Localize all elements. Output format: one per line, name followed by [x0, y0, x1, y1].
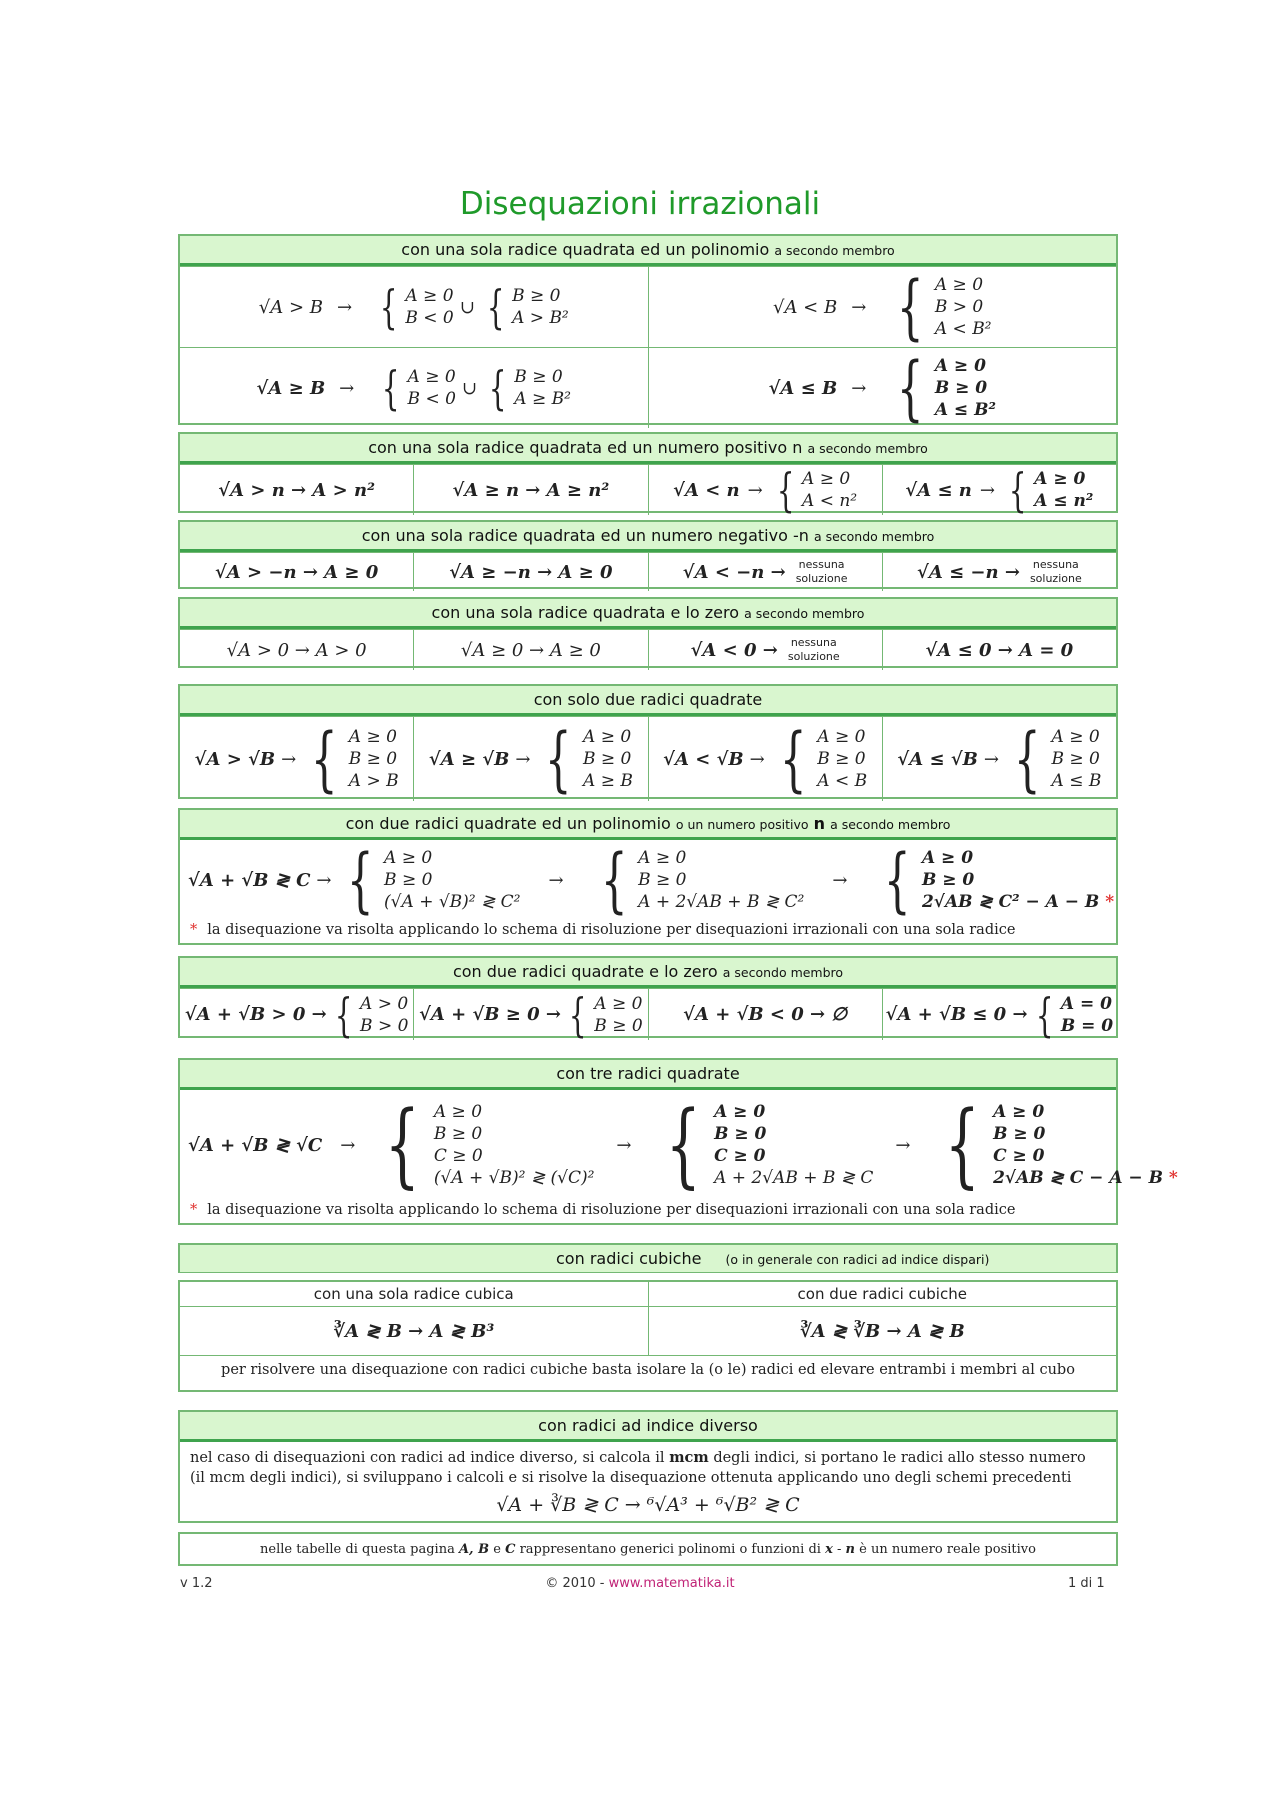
- footer-copyright: © 2010 - www.matematika.it: [545, 1576, 735, 1591]
- formula-cell: √A ≤ 0 → A = 0: [882, 630, 1116, 670]
- formula-cell: √A ≥ √B → { A ≥ 0 B ≥ 0 A ≥ B: [413, 717, 647, 801]
- footer-page-number: 1 di 1: [1068, 1576, 1105, 1591]
- formula-cell: √A > 0 → A > 0: [226, 639, 367, 661]
- page-title: Disequazioni irrazionali: [459, 186, 821, 222]
- section-header: con una sola radice quadrata ed un numero positivo n a secondo membro: [180, 434, 1116, 464]
- formula-cell: √A < −n → nessuna soluzione: [648, 553, 882, 591]
- section-header: con radici cubiche (o in generale con radici ad indice dispari): [180, 1245, 1116, 1272]
- note: per risolvere una disequazione con radici cubiche basta isolare la (o le) radici ed elevare entrambi i membri al cubo: [180, 1355, 1116, 1382]
- formula-cell: √A > −n → A ≥ 0: [214, 561, 379, 583]
- formula-cell: √A ≤ −n → nessuna soluzione: [882, 553, 1116, 591]
- section-header: con tre radici quadrate: [180, 1060, 1116, 1090]
- formula-cell: √A ≤ n → { A ≥ 0 A ≤ n²: [882, 465, 1116, 515]
- section-numero-positivo: [178, 432, 1118, 513]
- paragraph: nel caso di disequazioni con radici ad indice diverso, si calcola il mcm degli indici, si portano le radici allo stesso numero (il mcm degli indici), si sviluppano i calcoli e si risolve la disequazione ottenuta applicando uno degli schemi precedenti: [190, 1449, 1086, 1486]
- formula-cell: √A ≥ B → { A ≥ 0 B < 0 ∪ { B ≥ 0 A ≥ B²: [256, 361, 571, 415]
- section-tre-radici: con tre radici quadrate √A + √B ≷ √C → { A ≥ 0 B ≥ 0 C ≥ 0 (√A + √B)² ≷ (√C)² → { A ≥ 0 B ≥ 0 C ≥ 0 A + 2√AB + B ≷ C → { A ≥ 0 B ≥ 0 C ≥ 0 2√AB ≷ C − A − B * * la disequazione va risolta applicando lo schema di risoluzione per disequazioni irrazionali con una sola radice: [178, 1058, 1118, 1225]
- footer-version: v 1.2: [180, 1576, 213, 1591]
- formula-cell: √A < n → { A ≥ 0 A < n²: [648, 465, 882, 515]
- note: * la disequazione va risolta applicando lo schema di risoluzione per disequazioni irrazionali con una sola radice: [190, 1202, 1016, 1218]
- section-due-radici-zero: [178, 956, 1118, 1038]
- formula-cell: √A + √B > 0 → { A > 0 B > 0: [184, 989, 409, 1040]
- note: * la disequazione va risolta applicando lo schema di risoluzione per disequazioni irrazionali con una sola radice: [190, 922, 1016, 938]
- section-header: con una sola radice quadrata ed un numero negativo -n a secondo membro: [180, 522, 1116, 552]
- formula-cell: ∛A ≷ B → A ≷ B³: [333, 1320, 495, 1342]
- section-header: con una sola radice quadrata e lo zero a secondo membro: [180, 599, 1116, 629]
- section-header: con una sola radice quadrata ed un polinomio a secondo membro: [180, 236, 1116, 266]
- formula-cell: √A + √B < 0 → ∅: [648, 989, 882, 1040]
- formula-cell: √A + √B ≥ 0 → { A ≥ 0 B ≥ 0: [413, 989, 647, 1040]
- section-legenda: [178, 1532, 1118, 1566]
- section-radici-cubiche: [178, 1280, 1118, 1392]
- formula-cell: √A < 0 → nessuna soluzione: [648, 630, 882, 670]
- formula-cell: √A > √B → { A ≥ 0 B ≥ 0 A > B: [194, 718, 399, 800]
- formula-cell: √A < √B → { A ≥ 0 B ≥ 0 A < B: [648, 717, 882, 801]
- section-header: con radici ad indice diverso: [180, 1412, 1116, 1442]
- section-radici-cubiche-header: [178, 1243, 1118, 1273]
- formula-cell: √A > n → A > n²: [218, 479, 375, 501]
- formula-cell: √A < B → { A ≥ 0 B > 0 A < B²: [648, 267, 1117, 347]
- section-polinomio: [178, 234, 1118, 428]
- section-zero: [178, 597, 1118, 668]
- formula-cell: √A ≥ n → A ≥ n²: [413, 465, 647, 515]
- formula-cell: √A ≥ −n → A ≥ 0: [413, 553, 647, 591]
- section-indice-diverso: [178, 1410, 1118, 1523]
- formula: √A + ∛B ≷ C → ⁶√A³ + ⁶√B² ≷ C: [496, 1494, 800, 1516]
- section-header: con solo due radici quadrate: [180, 686, 1116, 716]
- formula-cell: √A ≥ 0 → A ≥ 0: [413, 630, 647, 670]
- formula-cell: √A ≤ B → { A ≥ 0 B ≥ 0 A ≤ B²: [648, 348, 1117, 428]
- section-due-radici: [178, 684, 1118, 799]
- subheader: con una sola radice cubica con due radici cubiche: [180, 1282, 1116, 1307]
- section-header: con due radici quadrate e lo zero a secondo membro: [180, 958, 1116, 988]
- section-header: con due radici quadrate ed un polinomio o un numero positivo n a secondo membro: [180, 810, 1116, 840]
- formula-cell: √A + √B ≤ 0 → { A = 0 B = 0: [882, 989, 1116, 1040]
- site-link[interactable]: www.matematika.it: [608, 1576, 735, 1591]
- formula-cell: √A ≤ √B → { A ≥ 0 B ≥ 0 A ≤ B: [882, 717, 1116, 801]
- formula-cell: √A > B → { A ≥ 0 B < 0 ∪ { B ≥ 0 A > B²: [258, 280, 569, 334]
- legend-text: nelle tabelle di questa pagina A, B e C rappresentano generici polinomi o funzioni di x - n è un numero reale positivo: [260, 1542, 1036, 1557]
- formula-cell: ∛A ≷ ∛B → A ≷ B: [648, 1307, 1117, 1355]
- section-due-radici-polinomio: con due radici quadrate ed un polinomio o un numero positivo n a secondo membro √A + √B ≷ C → { A ≥ 0 B ≥ 0 (√A + √B)² ≷ C² → { A ≥ 0 B ≥ 0 A + 2√AB + B ≷ C² → { A ≥ 0 B ≥ 0 2√AB ≷ C² − A − B * * la disequazione va risolta applicando lo schema di risoluzione per disequazioni irrazionali con una sola radice: [178, 808, 1118, 945]
- section-numero-negativo: [178, 520, 1118, 589]
